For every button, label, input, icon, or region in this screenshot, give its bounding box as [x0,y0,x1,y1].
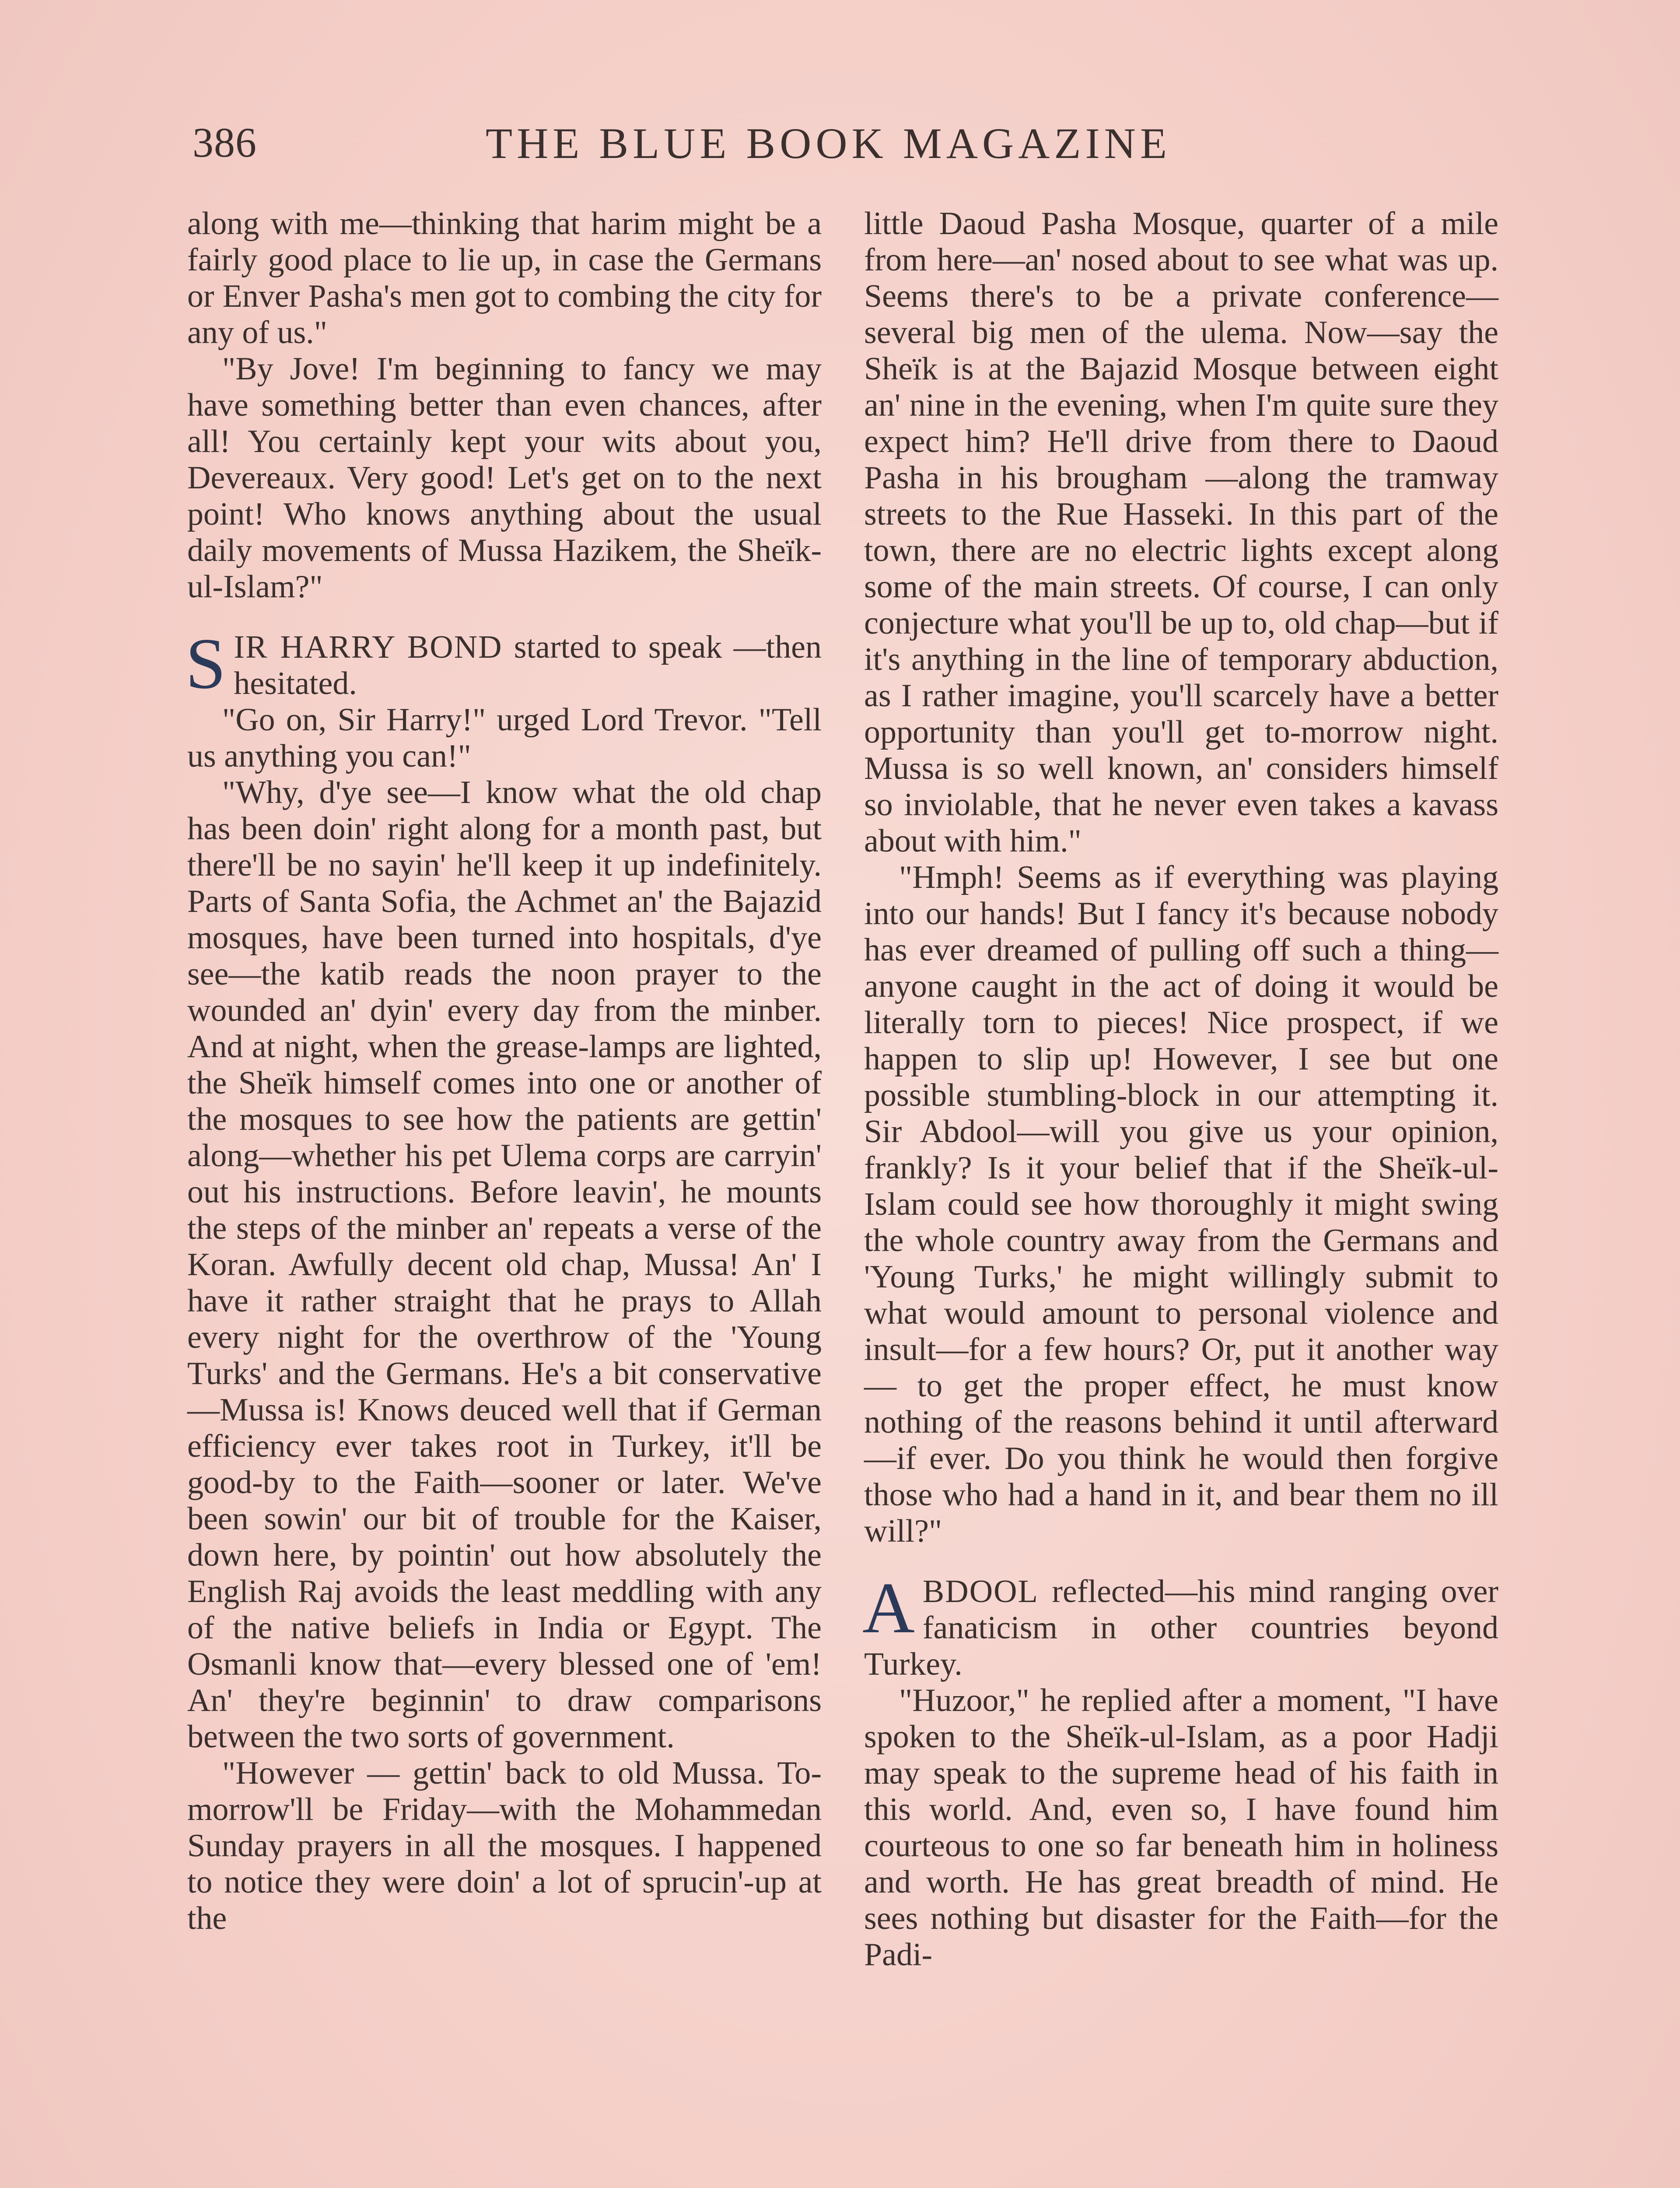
drop-cap: A [862,1567,915,1648]
paragraph: "Go on, Sir Harry!" urged Lord Trevor. "Tell us anything you can!" [187,702,822,774]
paragraph: "However — gettin' back to old Mussa. To-morrow'll be Friday—with the Mohammedan Sunday prayers in all the mosques. I happened to notice they were doin' a lot of sprucin'-up at the [187,1755,822,1936]
section-opening-paragraph [862,1567,1498,1683]
page-header [192,118,1221,175]
paragraph: "Hmph! Seems as if everything was playing into our hands! But I fancy it's because nobody has ever dreamed of pulling off such a thing—anyone caught in the act of doing it would be literally torn to pieces! Nice prospect, if we happen to slip up! However, I see but one possible stumbling-block in our attempting it. Sir Abdool—will you give us your opinion, frankly? Is it your belief that if the Sheïk-ul-Islam could see how thoroughly it might swing the whole country away from the Germans and 'Young Turks,' he might willingly submit to what would amount to personal violence and insult—for a few hours? Or, put it another way— to get the proper effect, he must know nothing of the reasons behind it until afterward—if ever. Do you think he would then forgive those who had a hand in it, and bear them no ill will?" [864,859,1498,1549]
paragraph: "By Jove! I'm beginning to fancy we may have something better than even chances, after all! You certainly kept your wits about you, Devereaux. Very good! Let's get on to the next point! Who knows anything about the usual daily movements of Mussa Hazikem, the Sheïk-ul-Islam?" [187,351,822,605]
paragraph: "Huzoor," he replied after a moment, "I have spoken to the Sheïk-ul-Islam, as a poor Hadji may speak to the supreme head of his faith in this world. And, even so, I have found him courteous to one so far beneath him in holiness and worth. He has great breadth of mind. He sees nothing but disaster for the Faith—for the Padi- [864,1683,1498,1973]
small-caps-lead: IR HARRY BOND [234,629,503,665]
small-caps-lead: BDOOL [922,1574,1039,1609]
paragraph: along with me—thinking that harim might be a fairly good place to lie up, in case the Germans or Enver Pasha's men got to combing the city for any of us." [187,206,822,351]
paragraph: "Why, d'ye see—I know what the old chap has been doin' right along for a month past, but there'll be no sayin' he'll keep it up indefinitely. Parts of Santa Sofia, the Achmet an' the Bajazid mosques, have been turned into hospitals, d'ye see—the katib reads the noon prayer to the wounded an' dyin' every day from the minber. And at night, when the grease-lamps are lighted, the Sheïk himself comes into one or another of the mosques to see how the patients are gettin' along—whether his pet Ulema corps are carryin' out his instructions. Before leavin', he mounts the steps of the minber an' repeats a verse of the Koran. Awfully decent old chap, Mussa! An' I have it rather straight that he prays to Allah every night for the overthrow of the 'Young Turks' and the Germans. He's a bit conservative—Mussa is! Knows deuced well that if German efficiency ever takes root in Turkey, it'll be good-by to the Faith—sooner or later. We've been sowin' our bit of trouble for the Kaiser, down here, by pointin' out how absolutely the English Raj avoids the least meddling with any of the native beliefs in India or Egypt. The Osmanli know that—every blessed one of 'em! An' they're beginnin' to draw comparisons between the two sorts of government. [187,775,822,1755]
drop-cap: S [186,623,226,704]
paragraph-text: started to speak —then hesitated. [234,629,822,701]
magazine-title: THE BLUE BOOK MAGAZINE [486,119,1172,168]
paragraph: little Daoud Pasha Mosque, quarter of a mile from here—an' nosed about to see what was up. Seems there's to be a private conference—several big men of the ulema. Now—say the Sheïk is at the Bajazid Mosque between eight an' nine in the evening, when I'm quite sure they expect him? He'll drive from there to Daoud Pasha in his brougham —along the tramway streets to the Rue Hasseki. In this part of the town, there are no electric lights except along some of the main streets. Of course, I can only conjecture what you'll be up to, old chap—but if it's anything in the line of temporary abduction, as I rather imagine, you'll scarcely have a better opportunity than you'll get to-morrow night. Mussa is so well known, an' considers himself so inviolable, that he never even takes a kavass about with him." [864,206,1498,859]
left-column [187,206,822,1937]
page-number: 386 [192,119,257,166]
right-column [864,206,1498,1973]
paragraph-text: reflected—his mind ranging over fanaticism in other countries beyond Turkey. [864,1574,1498,1682]
section-opening-paragraph [186,623,822,704]
